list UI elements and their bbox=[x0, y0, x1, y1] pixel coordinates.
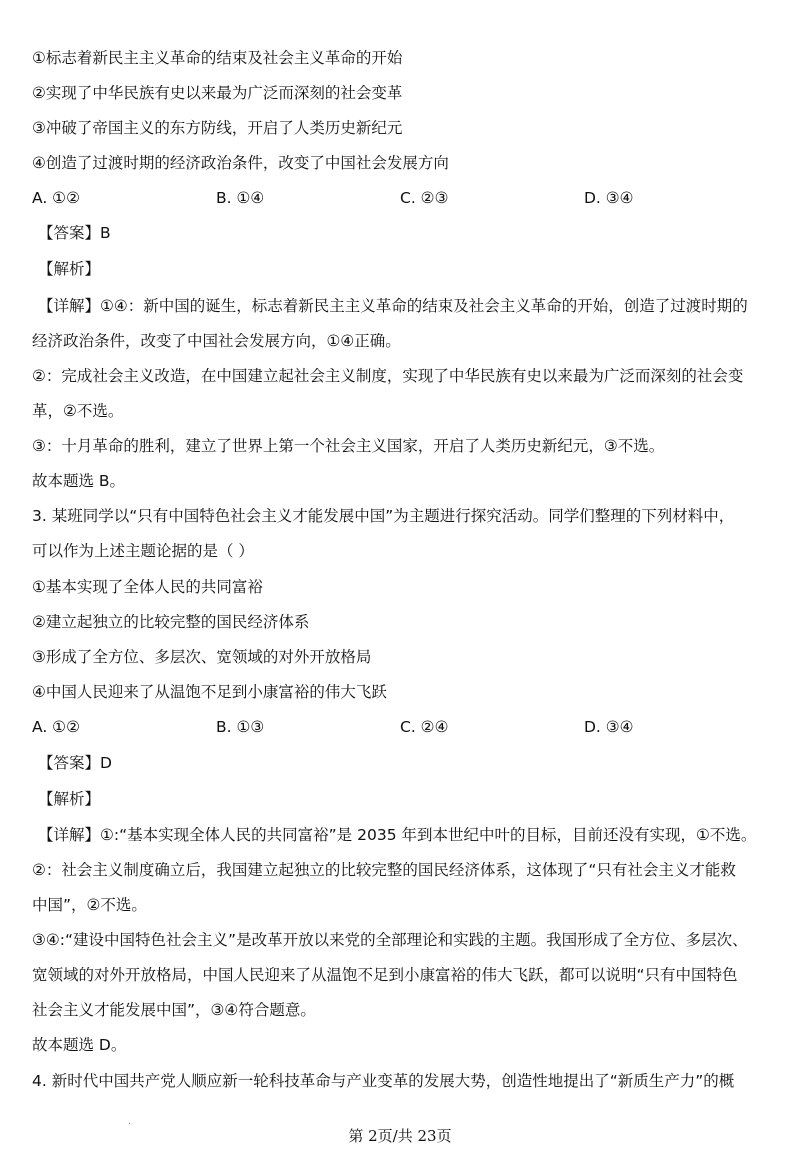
q2-options bbox=[32, 187, 772, 209]
q3-explanation-line: 社会主义才能发展中国”，③④符合题意。 bbox=[32, 1001, 316, 1019]
q4-stem: 4. 新时代中国共产党人顺应新一轮科技革命与产业变革的发展大势，创造性地提出了“新质生产力”的概 bbox=[32, 1072, 735, 1090]
q2-explanation-line: 革，②不选。 bbox=[32, 402, 124, 420]
q2-analysis-label: 【解析】 bbox=[38, 260, 101, 278]
q3-options bbox=[32, 716, 772, 738]
q3-answer: 【答案】D bbox=[38, 754, 112, 772]
q2-explanation-line: 【详解】①④：新中国的诞生，标志着新民主主义革命的结束及社会主义革命的开始，创造了过渡时期的 bbox=[38, 297, 748, 315]
q3-stem: 3. 某班同学以“只有中国特色社会主义才能发展中国”为主题进行探究活动。同学们整理的下列材料中， bbox=[32, 507, 735, 525]
q2-item-4: ④创造了过渡时期的经济政治条件，改变了中国社会发展方向 bbox=[32, 154, 449, 172]
scan-speck: · bbox=[128, 1119, 132, 1130]
q2-option-a: A. ①② bbox=[32, 189, 80, 207]
q3-analysis-label: 【解析】 bbox=[38, 790, 101, 808]
q3-explanation-line: 【详解】①:“基本实现全体人民的共同富裕”是 2035 年到本世纪中叶的目标，目前还没有实现，①不选。 bbox=[38, 826, 757, 844]
q3-explanation-line: 宽领域的对外开放格局，中国人民迎来了从温饱不足到小康富裕的伟大飞跃，都可以说明“只有中国特色 bbox=[32, 966, 738, 984]
q2-explanation-line: 经济政治条件，改变了中国社会发展方向，①④正确。 bbox=[32, 332, 401, 350]
q2-item-3: ③冲破了帝国主义的东方防线，开启了人类历史新纪元 bbox=[32, 119, 403, 137]
q3-stem: 可以作为上述主题论据的是（ ） bbox=[32, 542, 254, 560]
q3-option-a: A. ①② bbox=[32, 718, 80, 736]
q3-option-c: C. ②④ bbox=[400, 718, 449, 736]
q2-explanation-line: ②：完成社会主义改造，在中国建立起社会主义制度，实现了中华民族有史以来最为广泛而深刻的社会变 bbox=[32, 367, 744, 385]
q2-option-b: B. ①④ bbox=[216, 189, 265, 207]
q3-explanation-line: 中国”，②不选。 bbox=[32, 896, 147, 914]
q3-explanation-line: ②：社会主义制度确立后，我国建立起独立的比较完整的国民经济体系，这体现了“只有社会主义才能救 bbox=[32, 861, 736, 879]
q3-explanation-line: ③④:“建设中国特色社会主义”是改革开放以来党的全部理论和实践的主题。我国形成了全方位、多层次、 bbox=[32, 931, 748, 949]
q3-conclusion: 故本题选 D。 bbox=[32, 1036, 127, 1054]
q3-option-b: B. ①③ bbox=[216, 718, 265, 736]
q2-item-1: ①标志着新民主主义革命的结束及社会主义革命的开始 bbox=[32, 49, 403, 67]
page-footer: 第 2页/共 23页 bbox=[348, 1127, 452, 1145]
q3-item-2: ②建立起独立的比较完整的国民经济体系 bbox=[32, 613, 310, 631]
q3-item-4: ④中国人民迎来了从温饱不足到小康富裕的伟大飞跃 bbox=[32, 683, 387, 701]
q2-item-2: ②实现了中华民族有史以来最为广泛而深刻的社会变革 bbox=[32, 84, 403, 102]
q3-item-3: ③形成了全方位、多层次、宽领域的对外开放格局 bbox=[32, 648, 372, 666]
q3-option-d: D. ③④ bbox=[584, 718, 634, 736]
q2-option-c: C. ②③ bbox=[400, 189, 449, 207]
q2-explanation-line: ③：十月革命的胜利，建立了世界上第一个社会主义国家，开启了人类历史新纪元，③不选。 bbox=[32, 437, 665, 455]
q2-conclusion: 故本题选 B。 bbox=[32, 472, 126, 490]
q2-option-d: D. ③④ bbox=[584, 189, 634, 207]
q3-item-1: ①基本实现了全体人民的共同富裕 bbox=[32, 578, 263, 596]
q2-answer: 【答案】B bbox=[38, 224, 111, 242]
